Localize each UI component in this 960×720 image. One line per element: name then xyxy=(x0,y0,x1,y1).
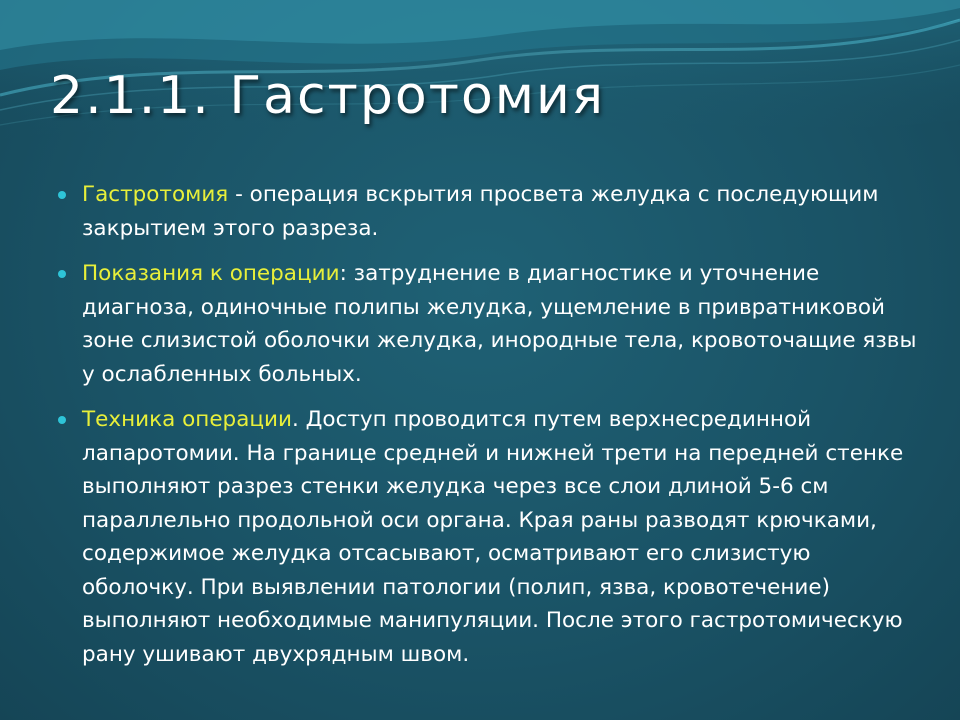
bullet-text: : затруднение в диагностике и уточнение диагноза, одиночные полипы желудка, ущемление в привратниковой зоне слизистой оболочки желудка, инородные тела, кровоточащие язвы у ослабленных больных. xyxy=(82,261,917,387)
bullet-list xyxy=(58,178,918,683)
bullet-item xyxy=(58,403,918,671)
bullet-text: - операция вскрытия просвета желудка с последующим закрытием этого разреза. xyxy=(82,182,879,241)
bullet-dot-icon xyxy=(58,416,66,424)
bullet-dot-icon xyxy=(58,191,66,199)
bullet-term: Показания к операции xyxy=(82,261,340,286)
bullet-text: . Доступ проводится путем верхнесрединной лапаротомии. На границе средней и нижней трети на передней стенке выполняют разрез стенки желудка через все слои длиной 5-6 см параллельно продольной оси органа. Края раны разводят крючками, содержимое желудка отсасывают, осматривают его слизистую оболочку. При выявлении патологии (полип, язва, кровотечение) выполняют необходимые манипуляции. После этого гастротомическую рану ушивают двухрядным швом. xyxy=(82,407,904,667)
bullet-item xyxy=(58,257,918,391)
bullet-term: Техника операции xyxy=(82,407,292,432)
bullet-term: Гастротомия xyxy=(82,182,229,207)
slide-title: 2.1.1. Гастротомия xyxy=(50,66,606,126)
bullet-dot-icon xyxy=(58,270,66,278)
bullet-item xyxy=(58,178,918,245)
